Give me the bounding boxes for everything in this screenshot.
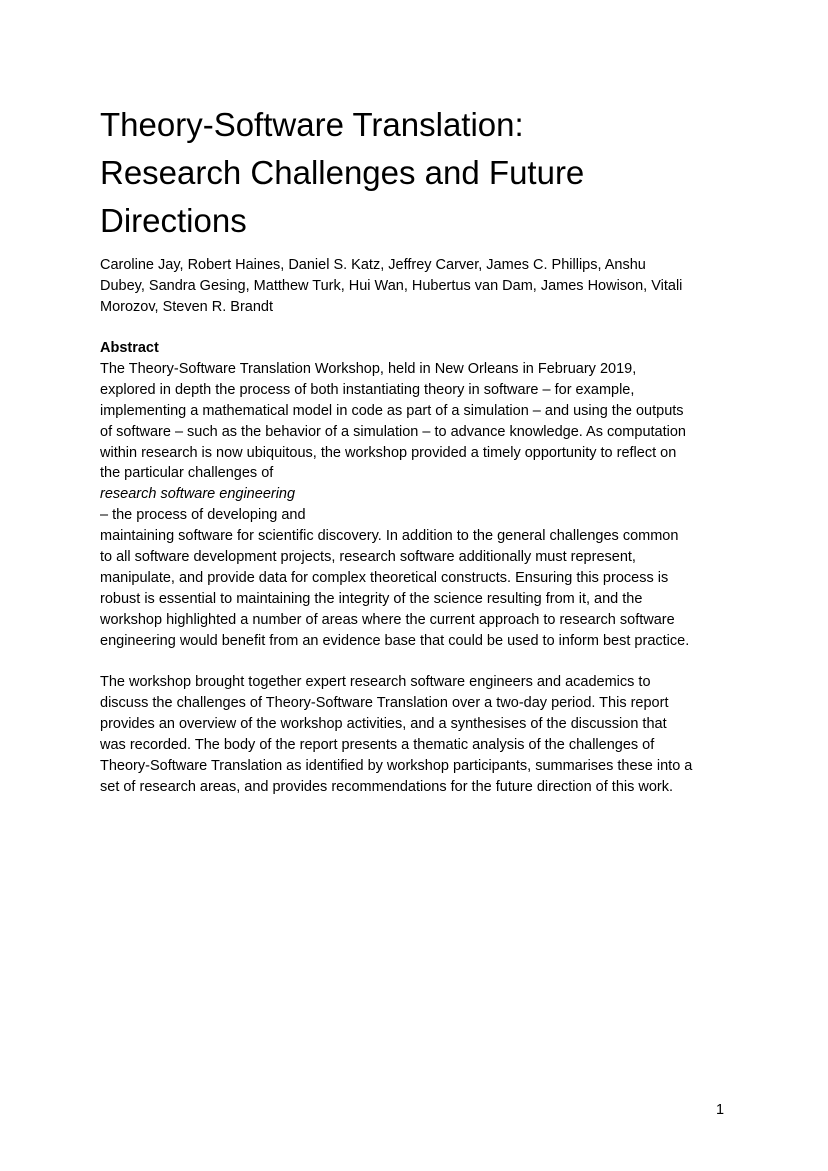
abstract-section xyxy=(100,338,760,798)
text-line: within research is now ubiquitous, the workshop provided a timely opportunity to reflect on xyxy=(100,444,677,461)
text-line xyxy=(100,463,760,526)
title-line: Directions xyxy=(100,202,247,239)
page-number: 1 xyxy=(716,1102,725,1118)
text-line: of software – such as the behavior of a simulation – to advance knowledge. As computation xyxy=(100,423,686,440)
text-line: engineering would benefit from an evidence base that could be used to inform best practice. xyxy=(100,632,690,649)
paper-title xyxy=(100,101,740,245)
author-line: Morozov, Steven R. Brandt xyxy=(100,299,274,315)
text-line: set of research areas, and provides recommendations for the future direction of this work. xyxy=(100,779,674,796)
author-line: Caroline Jay, Robert Haines, Daniel S. Katz, Jeffrey Carver, James C. Phillips, Anshu xyxy=(100,257,646,273)
text-line: to all software development projects, research software additionally must represent, xyxy=(100,549,636,566)
text-line: discuss the challenges of Theory-Software Translation over a two-day period. This report xyxy=(100,695,669,712)
text-line: robust is essential to maintaining the integrity of the science resulting from it, and the xyxy=(100,590,643,607)
abstract-paragraph-1 xyxy=(100,359,760,652)
text-segment: the particular challenges of xyxy=(100,465,274,482)
text-line: explored in depth the process of both instantiating theory in software – for example, xyxy=(100,381,635,398)
text-line: implementing a mathematical model in code as part of a simulation – and using the outputs xyxy=(100,402,684,419)
text-line: workshop highlighted a number of areas where the current approach to research software xyxy=(100,611,675,628)
text-line: Theory-Software Translation as identified by workshop participants, summarises these into a xyxy=(100,758,693,775)
emphasis-term: research software engineering xyxy=(100,486,296,503)
text-line: The workshop brought together expert research software engineers and academics to xyxy=(100,674,651,691)
text-line: The Theory-Software Translation Workshop, held in New Orleans in February 2019, xyxy=(100,360,637,377)
abstract-paragraph-2 xyxy=(100,672,760,797)
abstract-heading: Abstract xyxy=(100,340,159,356)
title-line: Theory-Software Translation: xyxy=(100,106,524,143)
text-line: manipulate, and provide data for complex theoretical constructs. Ensuring this process is xyxy=(100,569,669,586)
author-line: Dubey, Sandra Gesing, Matthew Turk, Hui Wan, Hubertus van Dam, James Howison, Vitali xyxy=(100,278,683,294)
author-list xyxy=(100,255,760,318)
text-line: provides an overview of the workshop activities, and a synthesises of the discussion that xyxy=(100,716,667,733)
title-line: Research Challenges and Future xyxy=(100,154,585,191)
text-segment: – the process of developing and xyxy=(100,507,306,524)
text-line: was recorded. The body of the report presents a thematic analysis of the challenges of xyxy=(100,737,655,754)
text-line: maintaining software for scientific discovery. In addition to the general challenges common xyxy=(100,528,679,545)
